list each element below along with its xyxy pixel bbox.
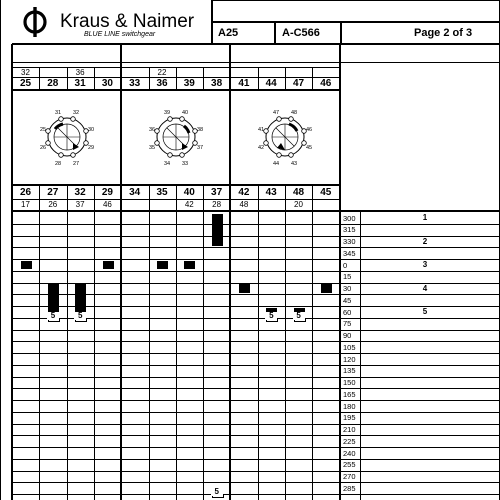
contact-closed-mark <box>239 284 250 293</box>
terminal-number: 34 <box>129 187 141 198</box>
angle-label: 120 <box>343 354 356 364</box>
terminal-label: 28 <box>54 161 61 167</box>
col-divider <box>312 212 313 500</box>
row-line <box>12 447 499 448</box>
position-label: 5 <box>422 307 428 316</box>
drawing-number: A-C566 <box>282 27 320 39</box>
lower-number: 42 <box>184 200 194 209</box>
row-line <box>12 365 499 366</box>
angle-label: 45 <box>343 295 352 305</box>
brand-tagline: BLUE LINE switchgear <box>84 31 156 38</box>
angle-label: 165 <box>343 389 356 399</box>
angle-label: 195 <box>343 413 356 423</box>
angle-label: 255 <box>343 460 356 470</box>
angle-label: 180 <box>343 401 356 411</box>
header-divider <box>12 43 500 45</box>
terminal-label: 36 <box>148 127 155 133</box>
angle-label: 330 <box>343 237 356 246</box>
terminal-dot <box>179 153 184 158</box>
terminal-number: 39 <box>183 78 195 89</box>
angle-label: 315 <box>343 225 356 235</box>
terminal-dot <box>167 117 172 122</box>
terminal-dot <box>277 117 282 122</box>
row-line <box>12 482 499 483</box>
angle-label: 345 <box>343 248 356 258</box>
lower-number: 46 <box>102 200 112 209</box>
terminal-number: 31 <box>74 78 86 89</box>
terminal-number: 27 <box>47 187 59 198</box>
row-line <box>12 210 499 212</box>
terminal-number: 43 <box>265 187 277 198</box>
row-line <box>12 330 499 331</box>
terminal-label: 37 <box>196 145 203 151</box>
terminal-label: 33 <box>181 161 188 167</box>
terminal-dot <box>277 153 282 158</box>
terminal-label: 27 <box>72 161 79 167</box>
terminal-dot <box>264 141 269 146</box>
row-line <box>12 62 499 63</box>
angle-label: 135 <box>343 366 356 376</box>
row-line <box>12 224 499 225</box>
header-divider <box>340 21 342 44</box>
row-line <box>12 377 499 378</box>
break-label: 5 <box>293 312 305 320</box>
terminal-number: 33 <box>129 78 141 89</box>
terminal-number: 25 <box>19 78 32 89</box>
terminal-number: 29 <box>101 187 113 198</box>
row-line <box>12 341 499 342</box>
contact-closed-mark <box>321 284 332 293</box>
contact-closed-mark <box>184 261 195 270</box>
row-line <box>12 459 499 460</box>
terminal-label: 47 <box>272 110 280 116</box>
group-divider <box>229 44 231 500</box>
terminal-label: 46 <box>305 127 313 133</box>
terminal-label: 31 <box>54 110 61 116</box>
terminal-dot <box>58 117 63 122</box>
terminal-number: 48 <box>292 187 305 198</box>
break-label: 5 <box>211 488 223 496</box>
col-divider <box>67 212 68 500</box>
lower-number: 37 <box>75 200 85 209</box>
angle-label: 90 <box>343 331 352 340</box>
angle-label: 0 <box>343 260 348 270</box>
terminal-number: 28 <box>47 78 59 89</box>
contact-closed-mark <box>103 261 114 270</box>
angle-label: 150 <box>343 378 356 387</box>
terminal-label: 29 <box>87 145 94 151</box>
terminal-dot <box>58 153 63 158</box>
col-divider <box>285 212 286 500</box>
contact-closed-mark <box>212 214 223 246</box>
col-divider <box>203 212 204 500</box>
kraus-naimer-logo-icon <box>22 6 48 38</box>
terminal-dot <box>70 153 75 158</box>
col-divider <box>360 212 361 500</box>
row-line <box>12 89 340 91</box>
terminal-label: 30 <box>87 127 94 133</box>
terminal-number: 26 <box>19 187 32 198</box>
upper-number: 32 <box>21 68 30 77</box>
group-divider <box>120 44 122 500</box>
angle-label: 105 <box>343 342 356 352</box>
row-line <box>12 412 499 413</box>
break-label: 5 <box>74 312 86 320</box>
terminal-label: 26 <box>39 145 46 151</box>
break-label: 5 <box>265 312 277 320</box>
row-line <box>12 353 499 354</box>
terminal-label: 39 <box>163 110 170 116</box>
position-label: 4 <box>422 283 428 293</box>
terminal-number: 32 <box>74 187 86 198</box>
terminal-dot <box>45 141 50 146</box>
terminal-number: 41 <box>238 78 250 89</box>
terminal-number: 30 <box>101 78 113 89</box>
terminal-label: 40 <box>181 110 188 116</box>
terminal-dot <box>179 117 184 122</box>
terminal-dot <box>289 117 294 122</box>
terminal-label: 43 <box>290 161 298 167</box>
row-line <box>12 400 499 401</box>
row-line <box>12 424 499 425</box>
angle-label: 240 <box>343 448 356 458</box>
angle-label: 60 <box>343 307 352 317</box>
angle-label: 30 <box>343 284 352 293</box>
angle-label: 285 <box>343 483 356 493</box>
lower-number: 28 <box>212 200 222 209</box>
row-line <box>12 471 499 472</box>
terminal-label: 38 <box>196 127 203 133</box>
row-line <box>12 435 499 436</box>
terminal-label: 48 <box>290 110 298 116</box>
position-label: 3 <box>422 260 428 269</box>
angle-label: 270 <box>343 472 356 481</box>
brand-name: Kraus & Naimer <box>60 11 195 32</box>
terminal-label: 25 <box>39 127 46 133</box>
position-label: 1 <box>422 213 428 222</box>
terminal-number: 35 <box>156 187 168 198</box>
terminal-label: 42 <box>257 145 265 151</box>
terminal-dot <box>154 129 159 134</box>
terminal-number: 46 <box>320 78 332 89</box>
terminal-number: 44 <box>265 78 277 89</box>
terminal-label: 32 <box>72 110 79 116</box>
col-divider <box>258 212 259 500</box>
terminal-number: 36 <box>156 78 168 89</box>
lower-number: 17 <box>21 200 30 209</box>
row-line <box>12 388 499 389</box>
terminal-number: 37 <box>211 187 223 198</box>
series-code: A25 <box>218 27 239 39</box>
contact-diagram <box>136 97 216 177</box>
terminal-label: 45 <box>305 145 313 151</box>
angle-label: 75 <box>343 319 352 329</box>
terminal-label: 35 <box>148 145 155 151</box>
frame-top <box>211 0 500 1</box>
row-line <box>12 271 499 272</box>
position-label: 2 <box>422 236 428 246</box>
terminal-label: 34 <box>163 161 170 167</box>
col-divider <box>176 212 177 500</box>
row-line <box>12 494 499 495</box>
row-line <box>12 247 499 248</box>
terminal-number: 38 <box>211 78 223 89</box>
lower-number: 26 <box>48 200 58 209</box>
contact-closed-mark <box>21 261 32 270</box>
page-indicator: Page 2 of 3 <box>414 27 473 39</box>
upper-number: 36 <box>75 68 85 77</box>
header-divider <box>274 21 276 44</box>
terminal-number: 40 <box>183 187 195 198</box>
upper-number: 22 <box>157 68 167 77</box>
frame-left <box>0 0 1 500</box>
contact-diagram <box>27 97 107 177</box>
terminal-number: 45 <box>320 187 332 198</box>
terminal-dot <box>154 141 159 146</box>
contact-diagram <box>245 97 325 177</box>
terminal-dot <box>289 153 294 158</box>
terminal-number: 42 <box>238 187 250 198</box>
lower-number: 20 <box>294 200 303 209</box>
lower-number: 48 <box>239 200 249 209</box>
col-divider <box>149 212 150 500</box>
group-divider <box>339 44 341 500</box>
terminal-label: 44 <box>272 161 280 167</box>
col-divider <box>94 212 95 500</box>
terminal-dot <box>167 153 172 158</box>
break-label: 5 <box>47 312 59 320</box>
terminal-number: 47 <box>292 78 305 89</box>
angle-label: 225 <box>343 436 356 446</box>
angle-label: 15 <box>343 272 352 282</box>
terminal-dot <box>264 129 269 134</box>
col-divider <box>39 212 40 500</box>
header-divider <box>211 21 500 23</box>
angle-label: 300 <box>343 213 356 223</box>
terminal-dot <box>70 117 75 122</box>
contact-closed-mark <box>157 261 168 270</box>
angle-label: 210 <box>343 425 356 434</box>
terminal-label: 41 <box>257 127 265 133</box>
group-divider <box>11 44 13 500</box>
terminal-dot <box>45 129 50 134</box>
